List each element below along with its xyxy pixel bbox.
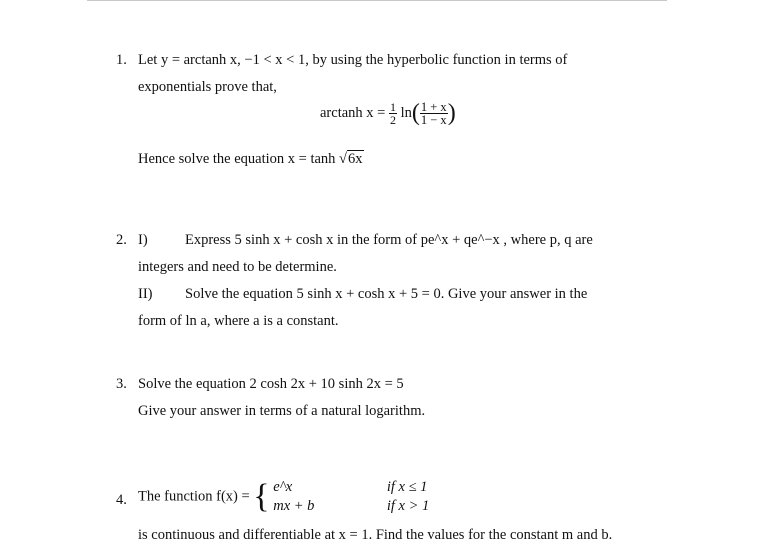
q1-log-fraction xyxy=(420,101,448,127)
q4-case2: mx + b xyxy=(273,497,315,514)
q4-prefix: The function f(x) = xyxy=(138,488,250,505)
q2-part2-text: Solve the equation 5 sinh x + cosh x + 5 = 0. Give your answer in the xyxy=(185,286,588,302)
q4-conditions xyxy=(387,478,429,516)
q4-cases xyxy=(273,478,383,516)
q1-radicand: 6x xyxy=(348,151,363,167)
q1-line1: Let y = arctanh x, −1 < x < 1, by using the hyperbolic function in terms of xyxy=(138,52,568,68)
q1-half-fraction xyxy=(389,101,397,126)
q1-solve-prefix: Hence solve the equation x = tanh xyxy=(138,151,340,167)
q2-number: 2. xyxy=(116,232,127,248)
q1-ln: ln xyxy=(400,104,412,121)
q3-line1: Solve the equation 2 cosh 2x + 10 sinh 2x = 5 xyxy=(138,376,404,392)
q4-number: 4. xyxy=(116,492,127,508)
q4-cond1: if x ≤ 1 xyxy=(386,479,428,495)
q1-formula: arctanh x = $\frac{1}{2}$ ln( $\frac{1 + x}{1 - x}$ ) xyxy=(320,99,456,127)
q1-frac-den: 1 − x xyxy=(420,113,447,127)
q1-half-num: 1 xyxy=(389,100,396,114)
page-top-rule xyxy=(87,0,667,1)
q4-case1: e^x xyxy=(273,479,293,495)
q2-part2-label: II) xyxy=(138,286,153,302)
q1-formula-lhs: arctanh x = xyxy=(320,104,386,121)
q2-part2-cont: form of ln a, where a is a constant. xyxy=(138,313,339,329)
q1-line3: Hence solve the equation x = tanh √6x xyxy=(138,151,363,167)
q1-number: 1. xyxy=(116,52,127,68)
q1-half-den: 2 xyxy=(389,113,396,127)
q1-line2: exponentials prove that, xyxy=(138,79,277,95)
q2-part1-cont: integers and need to be determine. xyxy=(138,259,337,275)
q4-cond2: if x > 1 xyxy=(386,497,430,514)
q1-frac-num: 1 + x xyxy=(420,99,447,114)
q4-line2: is continuous and differentiable at x = 1. Find the values for the constant m and b. xyxy=(138,527,613,543)
q4-brace: { xyxy=(253,477,270,515)
q3-line2: Give your answer in terms of a natural logarithm. xyxy=(138,403,426,419)
q3-number: 3. xyxy=(116,376,127,392)
q2-part1-label: I) xyxy=(138,232,148,248)
q2-part1-text: Express 5 sinh x + cosh x in the form of pe^x + qe^−x , where p, q are xyxy=(185,232,593,248)
q4-piecewise xyxy=(138,478,429,516)
